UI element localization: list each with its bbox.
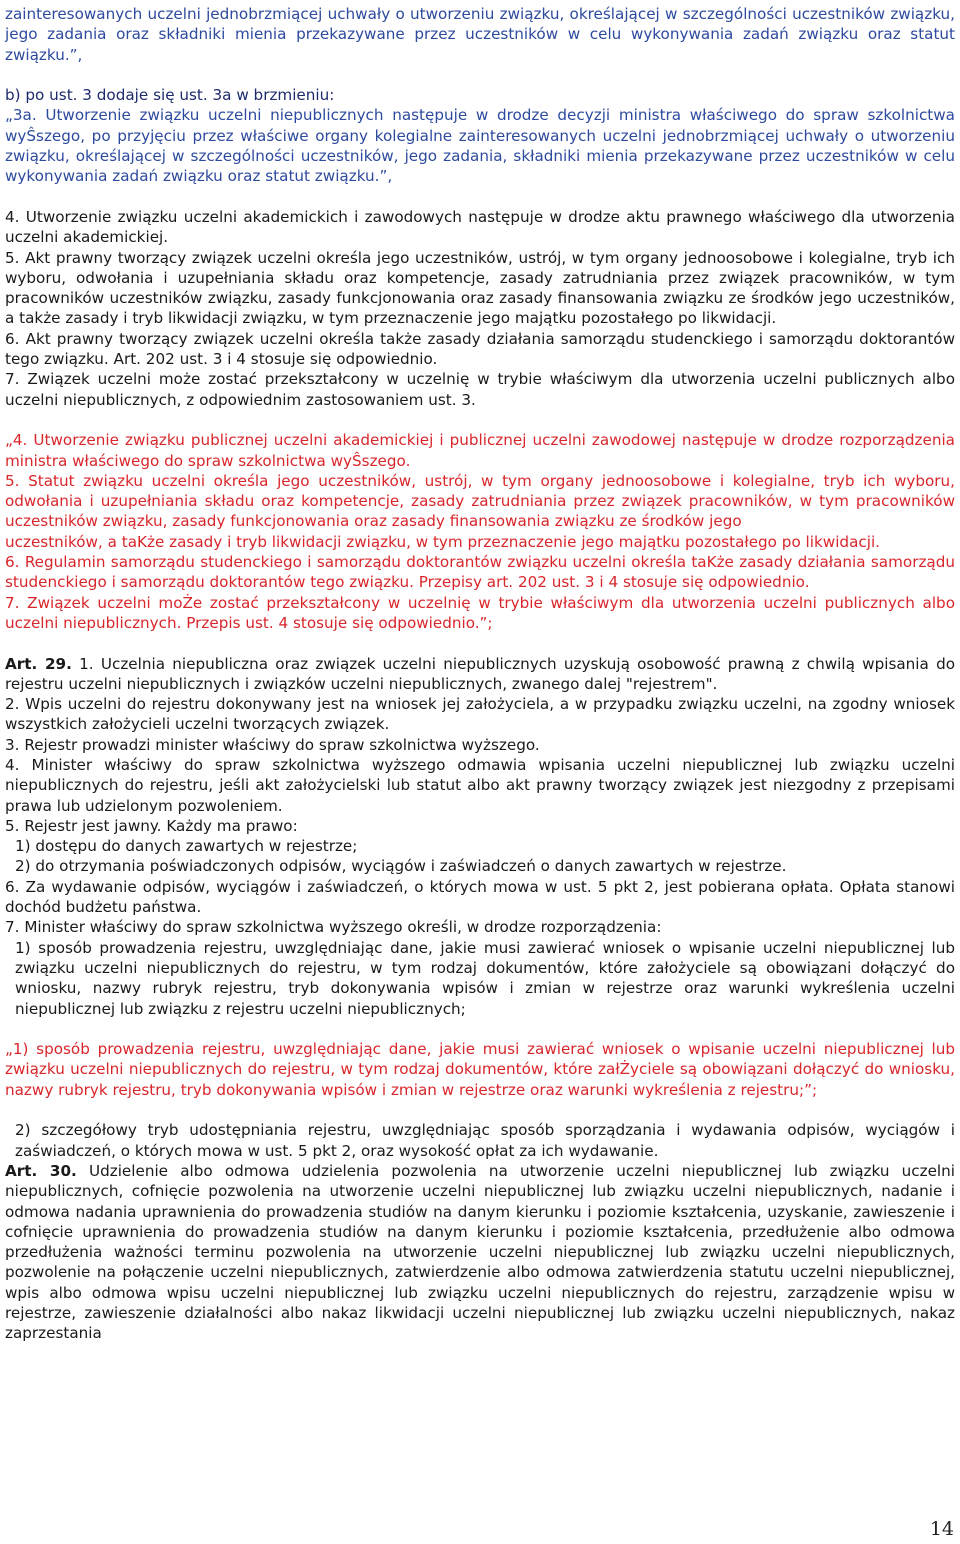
art29-p7-item-1-new: „1) sposób prowadzenia rejestru, uwzględniając dane, jakie musi zawierać wniosek o wpisanie uczelni niepublicznej lub związku uczelni niepublicznych do rejestru, w tym rodzaj dokumentów, które załŻyciele są obowiązani dołączyć do wniosku, nazwy rubryk rejestru, tryb dokonywania wpisów i zmian w rejestrze oraz warunki wykreślenia z rejestru;”; bbox=[5, 1040, 955, 1099]
new-paragraph-5b: uczestników, a taKże zasady i tryb likwidacji związku, w tym przeznaczenie jego majątku pozostałego po likwidacji. bbox=[5, 532, 881, 551]
amendment-instruction: b) po ust. 3 dodaje się ust. 3a w brzmieniu: bbox=[5, 86, 335, 105]
art29-paragraph-7: 7. Minister właściwy do spraw szkolnictwa wyższego określi, w drodze rozporządzenia: bbox=[5, 918, 662, 937]
art29-paragraph-4: 4. Minister właściwy do spraw szkolnictwa wyższego odmawia wpisania uczelni niepublicznej lub związku uczelni niepublicznych do rejestru, jeśli akt założycielski lub statut albo akt prawny tworzący związek jest niezgodny z przepisami prawa lub udzielonym pozwoleniem. bbox=[5, 755, 955, 815]
art29-paragraph-2: 2. Wpis uczelni do rejestru dokonywany jest na wniosek jej założyciela, a w przypadku związku uczelni, na zgodny wniosek wszystkich założycieli uczelni tworzących związek. bbox=[5, 695, 955, 734]
new-paragraph-7: 7. Związek uczelni moŻe zostać przekształcony w uczelnię w trybie właściwym dla utworzenia uczelni publicznych albo uczelni niepublicznych. Przepis ust. 4 stosuje się odpowiednio.”; bbox=[5, 593, 955, 632]
art29-label: Art. 29. bbox=[5, 654, 72, 673]
art29-paragraph-6: 6. Za wydawanie odpisów, wyciągów i zaświadczeń, o których mowa w ust. 5 pkt 2, jest pobierana opłata. Opłata stanowi dochód budżetu państwa. bbox=[5, 877, 955, 917]
art30-text: Udzielenie albo odmowa udzielenia pozwolenia na utworzenie uczelni niepublicznej lub związku uczelni niepublicznych, cofnięcie pozwolenia na utworzenie uczelni niepublicznej lub związku uczelni niepublicznych, nadanie i odmowa nadania uprawnienia do prowadzenia studiów na danym kierunku i poziomie kształcenia, uzyskanie, zawieszenie i cofnięcie uprawnienia do prowadzenia studiów na danym kierunku i poziomie kształcenia, przedłużenie albo odmowa przedłużenia ważności terminu pozwolenia na utworzenie uczelni niepublicznej lub związku uczelni niepublicznych, pozwolenie na połączenie uczelni niepublicznych, zatwierdzenie albo odmowa zatwierdzenia statutu uczelni niepublicznej, wpis albo odmowa wpisu uczelni niepublicznej lub związku uczelni niepublicznych do rejestru, zarządzenie wpisu w rejestrze, zawieszenie działalności albo nakaz likwidacji uczelni niepublicznej lub związku uczelni niepublicznych, nakaz zaprzestania bbox=[5, 1161, 955, 1343]
art29-p1-text: 1. Uczelnia niepubliczna oraz związek uczelni niepublicznych uzyskują osobowość prawną z chwilą wpisania do rejestru uczelni niepublicznych i związków uczelni niepublicznych, zwanego dalej "rejestrem". bbox=[5, 654, 956, 693]
art29-paragraph-1 bbox=[5, 654, 955, 695]
new-paragraph-4: „4. Utworzenie związku publicznej uczelni akademickiej i publicznej uczelni zawodowej następuje w drodze rozporządzenia ministra właściwego do spraw szkolnictwa wyŜszego. bbox=[5, 431, 955, 470]
art29-p5-item-1: 1) dostępu do danych zawartych w rejestrze; bbox=[15, 837, 358, 856]
art29-paragraph-5: 5. Rejestr jest jawny. Każdy ma prawo: bbox=[5, 816, 298, 835]
art29-p7-item-2: 2) szczegółowy tryb udostępniania rejestru, uwzględniając sposób sporządzania i wydawania odpisów, wyciągów i zaświadczeń, o których mowa w ust. 5 pkt 2, oraz wysokość opłat za ich wydawanie. bbox=[15, 1121, 955, 1160]
new-paragraph-6: 6. Regulamin samorządu studenckiego i samorządu doktorantów związku uczelni określa taKże zasady działania samorządu studenckiego i samorządu doktorantów tego związku. Przepisy art. 202 ust. 3 i 4 stosuje się odpowiednio. bbox=[5, 553, 955, 592]
art29-paragraph-3: 3. Rejestr prowadzi minister właściwy do spraw szkolnictwa wyższego. bbox=[5, 735, 540, 754]
old-paragraph-7: 7. Związek uczelni może zostać przekształcony w uczelnię w trybie właściwym dla utworzenia uczelni publicznych albo uczelni niepublicznych, z odpowiednim zastosowaniem ust. 3. bbox=[5, 370, 955, 409]
page-number: 14 bbox=[929, 1518, 954, 1540]
art29-p5-item-2: 2) do otrzymania poświadczonych odpisów, wyciągów i zaświadczeń o danych zawartych w rejestrze. bbox=[15, 857, 787, 876]
art29-p7-item-1: 1) sposób prowadzenia rejestru, uwzględniając dane, jakie musi zawierać wniosek o wpisanie uczelni niepublicznej lub związku uczelni niepublicznych do rejestru, w tym rodzaj dokumentów, które założyciele są obowiązani dołączyć do wniosku, nazwy rubryk rejestru, tryb dokonywania wpisów i zmian w rejestrze oraz warunki wykreślenia uczelni niepublicznej lub związku z rejestru uczelni niepublicznych; bbox=[15, 938, 955, 1018]
old-paragraph-4: 4. Utworzenie związku uczelni akademickich i zawodowych następuje w drodze aktu prawnego właściwego dla utworzenia uczelni akademickiej. bbox=[5, 207, 955, 247]
document-page bbox=[5, 4, 955, 1344]
art30-paragraph bbox=[5, 1161, 955, 1344]
art30-label: Art. 30. bbox=[5, 1161, 77, 1180]
new-paragraph-3a: „3a. Utworzenie związku uczelni niepublicznych następuje w drodze decyzji ministra właściwego do spraw szkolnictwa wyŜszego, po przyjęciu przez właściwe organy kolegialne zainteresowanych uczelni jednobrzmiącej uchwały o utworzeniu związku, określającej w szczególności uczestników, jego zadania, składniki mienia przekazywane przez uczestników w celu wykonywania zadań związku oraz statut związku.”, bbox=[5, 106, 955, 186]
old-paragraph-6: 6. Akt prawny tworzący związek uczelni określa także zasady działania samorządu studenckiego i samorządu doktorantów tego związku. Art. 202 ust. 3 i 4 stosuje się odpowiednio. bbox=[5, 329, 955, 369]
new-paragraph-5a: 5. Statut związku uczelni określa jego uczestników, ustrój, w tym organy jednoosobowe i kolegialne, tryb ich wyboru, odwołania i uzupełniania składu oraz kompetencje, zasady zatrudniania przez związek pracowników, w tym pracowników uczestników związku, zasady funkcjonowania oraz zasady finansowania związku ze środków jego bbox=[5, 471, 955, 531]
top-paragraph: zainteresowanych uczelni jednobrzmiącej uchwały o utworzeniu związku, określającej w szczególności uczestników związku, jego zadania oraz składniki mienia przekazywane przez uczestników w celu wykonywania zadań związku oraz statut związku.”, bbox=[5, 5, 955, 64]
old-paragraph-5: 5. Akt prawny tworzący związek uczelni określa jego uczestników, ustrój, w tym organy jednoosobowe i kolegialne, tryb ich wyboru, odwołania i uzupełniania składu oraz kompetencje, zasady zatrudniania przez związek pracowników, w tym pracowników uczestników związku, zasady funkcjonowania oraz zasady finansowania związku ze środków jego uczestników, a także zasady i tryb likwidacji związku, w tym przeznaczenie jego majątku pozostałego po likwidacji. bbox=[5, 248, 955, 328]
